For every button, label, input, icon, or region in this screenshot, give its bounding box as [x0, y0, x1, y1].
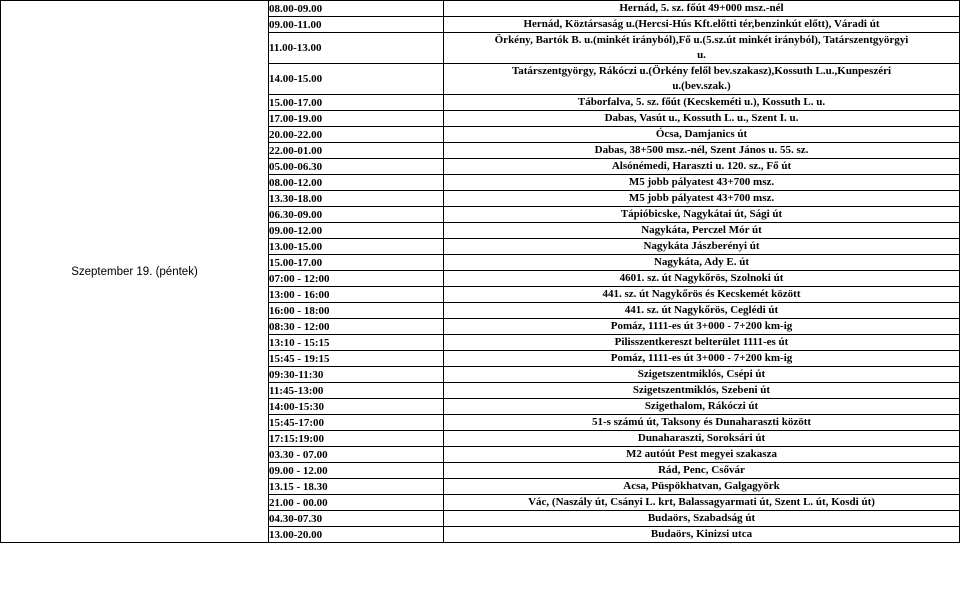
location-cell — [444, 511, 960, 527]
location-text: Nagykáta, Ady E. út — [653, 256, 750, 268]
time-cell: 14.00-15.00 — [269, 64, 444, 95]
time-cell: 13.00-15.00 — [269, 239, 444, 255]
time-cell: 07:00 - 12:00 — [269, 271, 444, 287]
time-cell: 17.00-19.00 — [269, 111, 444, 127]
location-cell — [444, 95, 960, 111]
location-text: Budaörs, Szabadság út — [647, 512, 756, 524]
location-cell — [444, 127, 960, 143]
location-text: Rád, Penc, Csővár — [658, 464, 745, 476]
time-cell: 08.00-09.00 — [269, 1, 444, 17]
location-cell — [444, 399, 960, 415]
table-row — [1, 1, 960, 17]
location-text: u. — [697, 49, 706, 61]
location-text: u.(bev.szak.) — [672, 80, 731, 92]
time-cell: 15.00-17.00 — [269, 255, 444, 271]
location-cell — [444, 33, 960, 64]
location-text: Pilisszentkereszt belterület 1111-es út — [614, 336, 789, 348]
time-cell: 04.30-07.30 — [269, 511, 444, 527]
time-cell: 09.00-11.00 — [269, 17, 444, 33]
time-cell: 13:10 - 15:15 — [269, 335, 444, 351]
location-cell — [444, 271, 960, 287]
time-cell: 21.00 - 00.00 — [269, 495, 444, 511]
location-cell — [444, 239, 960, 255]
location-text: Szigetszentmiklós, Szebeni út — [632, 384, 771, 396]
time-cell: 08.00-12.00 — [269, 175, 444, 191]
location-cell — [444, 287, 960, 303]
location-cell — [444, 479, 960, 495]
location-text: M5 jobb pályatest 43+700 msz. — [628, 176, 775, 188]
location-text: Pomáz, 1111-es út 3+000 - 7+200 km-ig — [610, 352, 793, 364]
location-text: Alsónémedi, Haraszti u. 120. sz., Fő út — [611, 160, 792, 172]
location-text: 51-s számú út, Taksony és Dunaharaszti között — [591, 416, 812, 428]
location-text: 441. sz. út Nagykőrös és Kecskemét között — [602, 288, 801, 300]
time-cell: 05.00-06.30 — [269, 159, 444, 175]
time-cell: 17:15:19:00 — [269, 431, 444, 447]
location-cell — [444, 495, 960, 511]
location-text: 4601. sz. út Nagykőrös, Szolnoki út — [619, 272, 784, 284]
time-cell: 20.00-22.00 — [269, 127, 444, 143]
time-cell: 15:45 - 19:15 — [269, 351, 444, 367]
location-cell — [444, 143, 960, 159]
location-cell — [444, 223, 960, 239]
location-text: Pomáz, 1111-es út 3+000 - 7+200 km-ig — [610, 320, 793, 332]
time-cell: 08:30 - 12:00 — [269, 319, 444, 335]
time-cell: 09:30-11:30 — [269, 367, 444, 383]
location-text: Dabas, 38+500 msz.-nél, Szent János u. 55. sz. — [594, 144, 809, 156]
location-text: 441. sz. út Nagykőrös, Ceglédi út — [624, 304, 779, 316]
location-text: Táborfalva, 5. sz. főút (Kecskeméti u.), Kossuth L. u. — [577, 96, 826, 108]
location-cell — [444, 303, 960, 319]
date-cell: Szeptember 19. (péntek) — [1, 1, 269, 543]
time-cell: 09.00 - 12.00 — [269, 463, 444, 479]
location-cell — [444, 351, 960, 367]
location-text: Tatárszentgyörgy, Rákóczi u.(Örkény felől bev.szakasz),Kossuth L.u.,Kunpeszéri — [511, 65, 892, 77]
time-cell: 13.15 - 18.30 — [269, 479, 444, 495]
location-cell — [444, 255, 960, 271]
location-text: Nagykáta Jászberényi út — [643, 240, 760, 252]
location-cell — [444, 64, 960, 95]
location-cell — [444, 111, 960, 127]
location-text: M2 autóút Pest megyei szakasza — [626, 448, 777, 460]
time-cell: 13:00 - 16:00 — [269, 287, 444, 303]
location-cell — [444, 415, 960, 431]
location-text: Szigetszentmiklós, Csépi út — [637, 368, 766, 380]
location-cell — [444, 447, 960, 463]
location-text: Acsa, Püspökhatvan, Galgagyörk — [623, 480, 780, 492]
location-text: Ócsa, Damjanics út — [655, 128, 748, 140]
time-cell: 16:00 - 18:00 — [269, 303, 444, 319]
location-text: Szigethalom, Rákóczi út — [644, 400, 759, 412]
time-cell: 15:45-17:00 — [269, 415, 444, 431]
location-text: Vác, (Naszály út, Csányi L. krt, Balassagyarmati út, Szent L. út, Kosdi út) — [528, 496, 875, 508]
schedule-table-body — [1, 1, 960, 543]
location-cell — [444, 463, 960, 479]
location-cell — [444, 175, 960, 191]
location-text: Dabas, Vasút u., Kossuth L. u., Szent I. u. — [604, 112, 799, 124]
location-cell — [444, 1, 960, 17]
location-text: Budaörs, Kinizsi utca — [650, 528, 753, 540]
time-cell: 22.00-01.00 — [269, 143, 444, 159]
location-text: Hernád, Köztársaság u.(Hercsi-Hús Kft.előtti tér,benzinkút előtt), Váradi út — [523, 18, 880, 30]
time-cell: 13.30-18.00 — [269, 191, 444, 207]
location-text: Tápióbicske, Nagykátai út, Sági út — [620, 208, 783, 220]
location-text: Nagykáta, Perczel Mór út — [641, 224, 762, 236]
time-cell: 15.00-17.00 — [269, 95, 444, 111]
location-cell — [444, 159, 960, 175]
time-cell: 06.30-09.00 — [269, 207, 444, 223]
location-cell — [444, 207, 960, 223]
time-cell: 13.00-20.00 — [269, 527, 444, 543]
location-cell — [444, 335, 960, 351]
location-cell — [444, 319, 960, 335]
location-cell — [444, 191, 960, 207]
location-cell — [444, 383, 960, 399]
location-cell — [444, 431, 960, 447]
location-text: Örkény, Bartók B. u.(minkét irányból),Fő u.(5.sz.út minkét irányból), Tatárszentgyörgyi — [494, 34, 909, 46]
time-cell: 11.00-13.00 — [269, 33, 444, 64]
time-cell: 11:45-13:00 — [269, 383, 444, 399]
time-cell: 03.30 - 07.00 — [269, 447, 444, 463]
location-text: Hernád, 5. sz. főút 49+000 msz.-nél — [619, 2, 784, 14]
location-cell — [444, 17, 960, 33]
time-cell: 14:00-15:30 — [269, 399, 444, 415]
location-cell — [444, 367, 960, 383]
location-text: M5 jobb pályatest 43+700 msz. — [628, 192, 775, 204]
time-cell: 09.00-12.00 — [269, 223, 444, 239]
location-text: Dunaharaszti, Soroksári út — [637, 432, 766, 444]
location-cell — [444, 527, 960, 543]
